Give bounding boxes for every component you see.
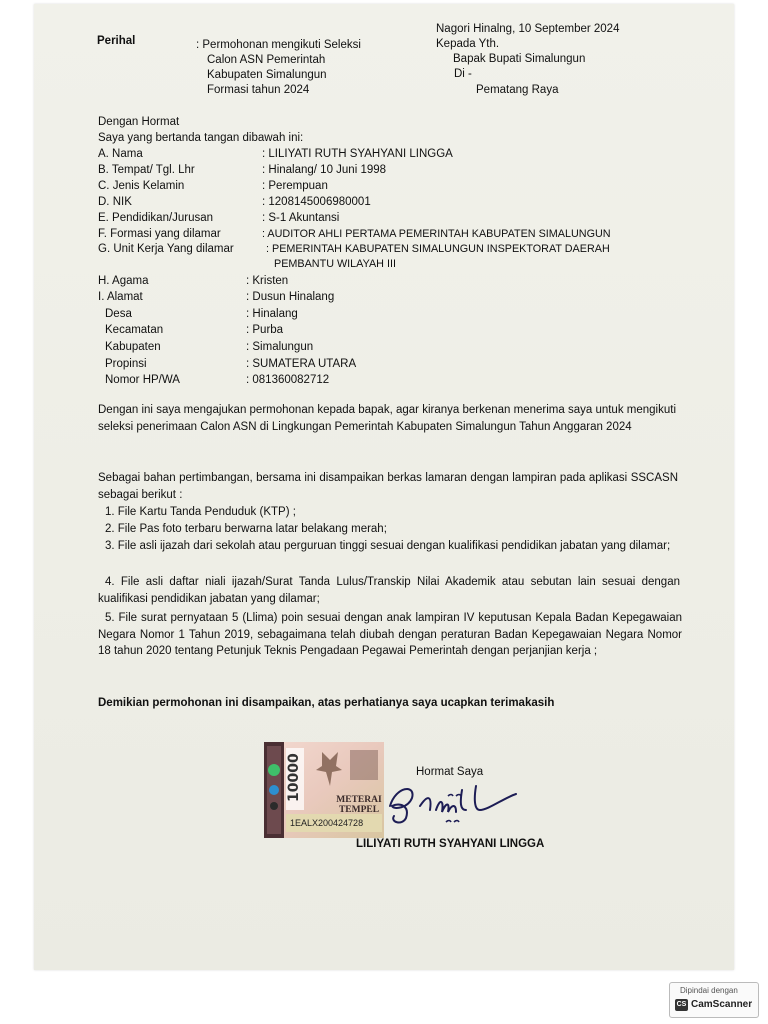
field-label: Nomor HP/WA [105, 374, 180, 386]
intro: Saya yang bertanda tangan dibawah ini: [98, 132, 304, 144]
field-value: : Kristen [246, 275, 289, 287]
field-label: B. Tempat/ Tgl. Lhr [98, 164, 195, 176]
field-value: : Dusun Hinalang [246, 291, 335, 303]
unit-kerja-continued: PEMBANTU WILAYAH III [274, 258, 396, 270]
attachment-item: 3. File asli ijazah dari sekolah atau perguruan tinggi sesuai dengan kualifikasi pendidikan jabatan yang dilamar; [105, 540, 671, 552]
field-value: : Simalungun [246, 341, 314, 353]
field-label: Propinsi [105, 358, 147, 370]
perihal-line-2: Calon ASN Pemerintah [207, 54, 326, 66]
camscanner-label: CamScanner [691, 999, 753, 1010]
attachment-item: 1. File Kartu Tanda Penduduk (KTP) ; [105, 506, 296, 518]
signer-name: LILIYATI RUTH SYAHYANI LINGGA [356, 838, 545, 850]
field-label: Kecamatan [105, 324, 164, 336]
field-value: : 081360082712 [246, 374, 330, 386]
field-label: E. Pendidikan/Jurusan [98, 212, 214, 224]
field-value: : 1208145006980001 [262, 196, 371, 208]
field-label: H. Agama [98, 275, 149, 287]
field-label: A. Nama [98, 148, 143, 160]
request-paragraph: Dengan ini saya mengajukan permohonan kepada bapak, agar kiranya berkenan menerima saya untuk mengikuti seleksi penerimaan Calon ASN di Lingkungan Pemerintah Kabupaten Simalungun Tahun Anggaran 2024 [98, 404, 676, 433]
perihal-line-4: Formasi tahun 2024 [207, 84, 310, 96]
perihal-label: Perihal [97, 35, 136, 47]
field-value: : LILIYATI RUTH SYAHYANI LINGGA [262, 148, 453, 160]
greeting: Dengan Hormat [98, 116, 180, 128]
stamp-serial: 1EALX200424728 [290, 818, 364, 828]
hormat-saya: Hormat Saya [416, 766, 484, 778]
field-value: : Perempuan [262, 180, 328, 192]
attachment-item: 4. File asli daftar niali ijazah/Surat Tanda Lulus/Transkip Nilai Akademik atau sebutan lain sesuai dengan kualifikasi pendidikan jabatan yang dilamar; [98, 576, 680, 605]
field-label: G. Unit Kerja Yang dilamar [98, 243, 234, 255]
perihal-line-3: Kabupaten Simalungun [207, 69, 327, 81]
recipient-line-1: Kepada Yth. [436, 38, 500, 50]
field-label: D. NIK [98, 196, 132, 208]
field-label: C. Jenis Kelamin [98, 180, 185, 192]
field-label: Desa [105, 308, 132, 320]
camscanner-caption: Dipindai dengan [680, 986, 738, 995]
field-value: : Hinalang [246, 308, 298, 320]
field-label: I. Alamat [98, 291, 143, 303]
signature [376, 776, 526, 832]
recipient-line-2: Bapak Bupati Simalungun [453, 53, 586, 65]
recipient-line-3: Di - [454, 68, 472, 80]
attachments-intro: Sebagai bahan pertimbangan, bersama ini disampaikan berkas lamaran dengan lampiran pada aplikasi SSCASN sebagai berikut : [98, 472, 678, 501]
field-label: Kabupaten [105, 341, 161, 353]
perihal-line-1: : Permohonan mengikuti Seleksi [196, 39, 361, 51]
closing-statement: Demikian permohonan ini disampaikan, atas perhatianya saya ucapkan terimakasih [98, 697, 555, 709]
field-value: : S-1 Akuntansi [262, 212, 340, 224]
stamp-title: METERAI TEMPEL [336, 795, 382, 815]
attachment-item: 2. File Pas foto terbaru berwarna latar belakang merah; [105, 523, 387, 535]
attachment-item: 5. File surat pernyataan 5 (Llima) poin sesuai dengan anak lampiran IV keputusan Kepala Badan Kepegawaian Negara Nomor 1 Tahun 2019, sebagaimana telah diubah dengan peraturan Badan Kepegawaian Negara Nomor 18 tahun 2020 tentang Petunjuk Teknis Pengadaan Pegawai Pemerintah dengan perjanjian kerja ; [98, 612, 682, 657]
field-value: : SUMATERA UTARA [246, 358, 357, 370]
field-value: : PEMERINTAH KABUPATEN SIMALUNGUN INSPEKTORAT DAERAH [266, 243, 610, 255]
field-value: : Purba [246, 324, 284, 336]
field-label: F. Formasi yang dilamar [98, 228, 221, 240]
camscanner-icon: CS [675, 999, 688, 1011]
date-line: Nagori Hinalng, 10 September 2024 [436, 23, 620, 35]
recipient-line-4: Pematang Raya [476, 84, 559, 96]
stamp-value: 10000 [286, 753, 302, 802]
meterai-stamp [264, 742, 384, 838]
field-value: : Hinalang/ 10 Juni 1998 [262, 164, 387, 176]
field-value: : AUDITOR AHLI PERTAMA PEMERINTAH KABUPATEN SIMALUNGUN [262, 228, 611, 240]
camscanner-badge [669, 982, 759, 1018]
